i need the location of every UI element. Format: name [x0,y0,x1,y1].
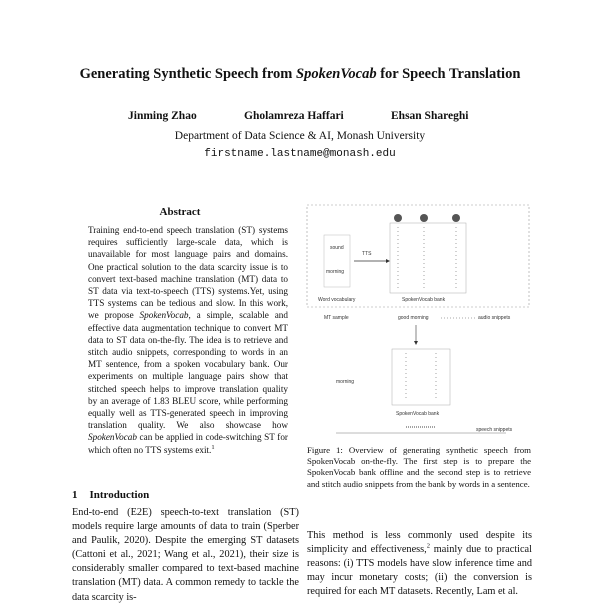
abstract-italic-1: SpokenVocab [139,310,189,321]
footnote-mark-2: 2 [426,542,430,550]
bank-box-bottom [392,349,450,405]
speaker-icon [394,214,460,222]
vocab-word-a: sound [330,245,344,251]
paper-title [0,66,600,83]
abstract-text-2: , a simple, scalable and effective data augmentation technique to convert MT data to ST data on-the-fly. The idea is to retrieve and stitch audio snippets, corresponding to words in an MT sentence, from a spoken vocabulary bank. Our experiments on multiple language pairs show that stitched speech helps to improve translation quality by an average of 1.83 BLEU score, while performing equally well as TTS-generated speech in improving translation quality. We also showcase how [88,310,288,431]
vocab-word-b: morning [326,269,345,275]
abstract-italic-2: SpokenVocab [88,432,137,443]
abstract-text-3: can be applied in code-switching ST for which often no TTS systems exit. [88,432,288,455]
offline-region-box [307,205,529,307]
footnote-mark-1: 1 [211,443,215,451]
retrieved-word: morning [336,379,355,385]
abstract-text-1: Training end-to-end speech translation (ST) systems requires sufficiently large-scale data, which is unavailable for most language pairs and domains. One practical solution to the data scarcity issue is to convert text-based machine translation (MT) data to ST data via text-to-speech (TTS) systems.Yet, using TTS systems can be tedious and slow. In this work, we propose [88,225,288,321]
output-label-top: audio snippets [478,315,511,321]
output-label-bottom: speech snippets [476,427,513,433]
bank-box-top [390,223,466,293]
bank-label-bottom: SpokenVocab bank [396,411,440,417]
affiliation: Department of Data Science & AI, Monash University [174,130,426,142]
spokenvocab-bank-top [398,227,456,289]
query-text: good morning [398,315,429,321]
author-email: firstname.lastname@monash.edu [204,148,396,160]
introduction-text: End-to-end (E2E) speech-to-text translation (ST) models require large amounts of data to train (Sperber and Paulik, 2020). Despite the emerging ST datasets (Cattoni et al., 2021; Wang et al., 2021), their size is considerably smaller compared to text-based machine translation (MT) data. A common remedy to tackle the data scarcity is- [72,507,299,603]
author-1: Jinming Zhao [128,110,197,122]
author-2: Gholamreza Haffari [244,110,344,122]
abstract-heading: Abstract [159,206,201,218]
title-italic: SpokenVocab [296,66,377,82]
right-text-2: mainly due to practical reasons: (i) TTS models have slow inference time and may incur monetary costs; (ii) the conversion is required for each MT datasets. Recently, Lam et al. [307,544,532,598]
tts-arrowhead [386,259,390,263]
bank-label-top: SpokenVocab bank [402,297,446,303]
title-part-1: Generating Synthetic Speech from [79,66,296,82]
abstract-text [88,224,288,456]
tts-label: TTS [362,251,372,257]
figure-caption: Figure 1: Overview of generating synthetic speech from SpokenVocab on-the-fly. The first step is to prepare the SpokenVocab bank offline and the second step is to retrieve and stitch audio snippets from the bank by words in a sentence. [307,445,531,489]
author-3: Ehsan Shareghi [391,110,469,122]
vocab-box [324,235,350,287]
figure-diagram [306,203,531,439]
author-list [0,110,600,128]
vocab-label: Word vocabulary [318,297,356,303]
spokenvocab-bank-bottom [406,353,436,401]
retrieve-arrowhead [414,341,418,345]
title-part-2: for Speech Translation [376,66,521,82]
section-title: Introduction [89,489,150,501]
right-text-1: This method is less commonly used despite its simplicity and effectiveness, [307,530,532,556]
right-column-text [307,529,532,599]
figure-1 [306,203,531,439]
section-number: 1 [72,489,78,501]
introduction-heading [72,489,161,501]
mt-sample-label: MT sample [324,315,349,321]
